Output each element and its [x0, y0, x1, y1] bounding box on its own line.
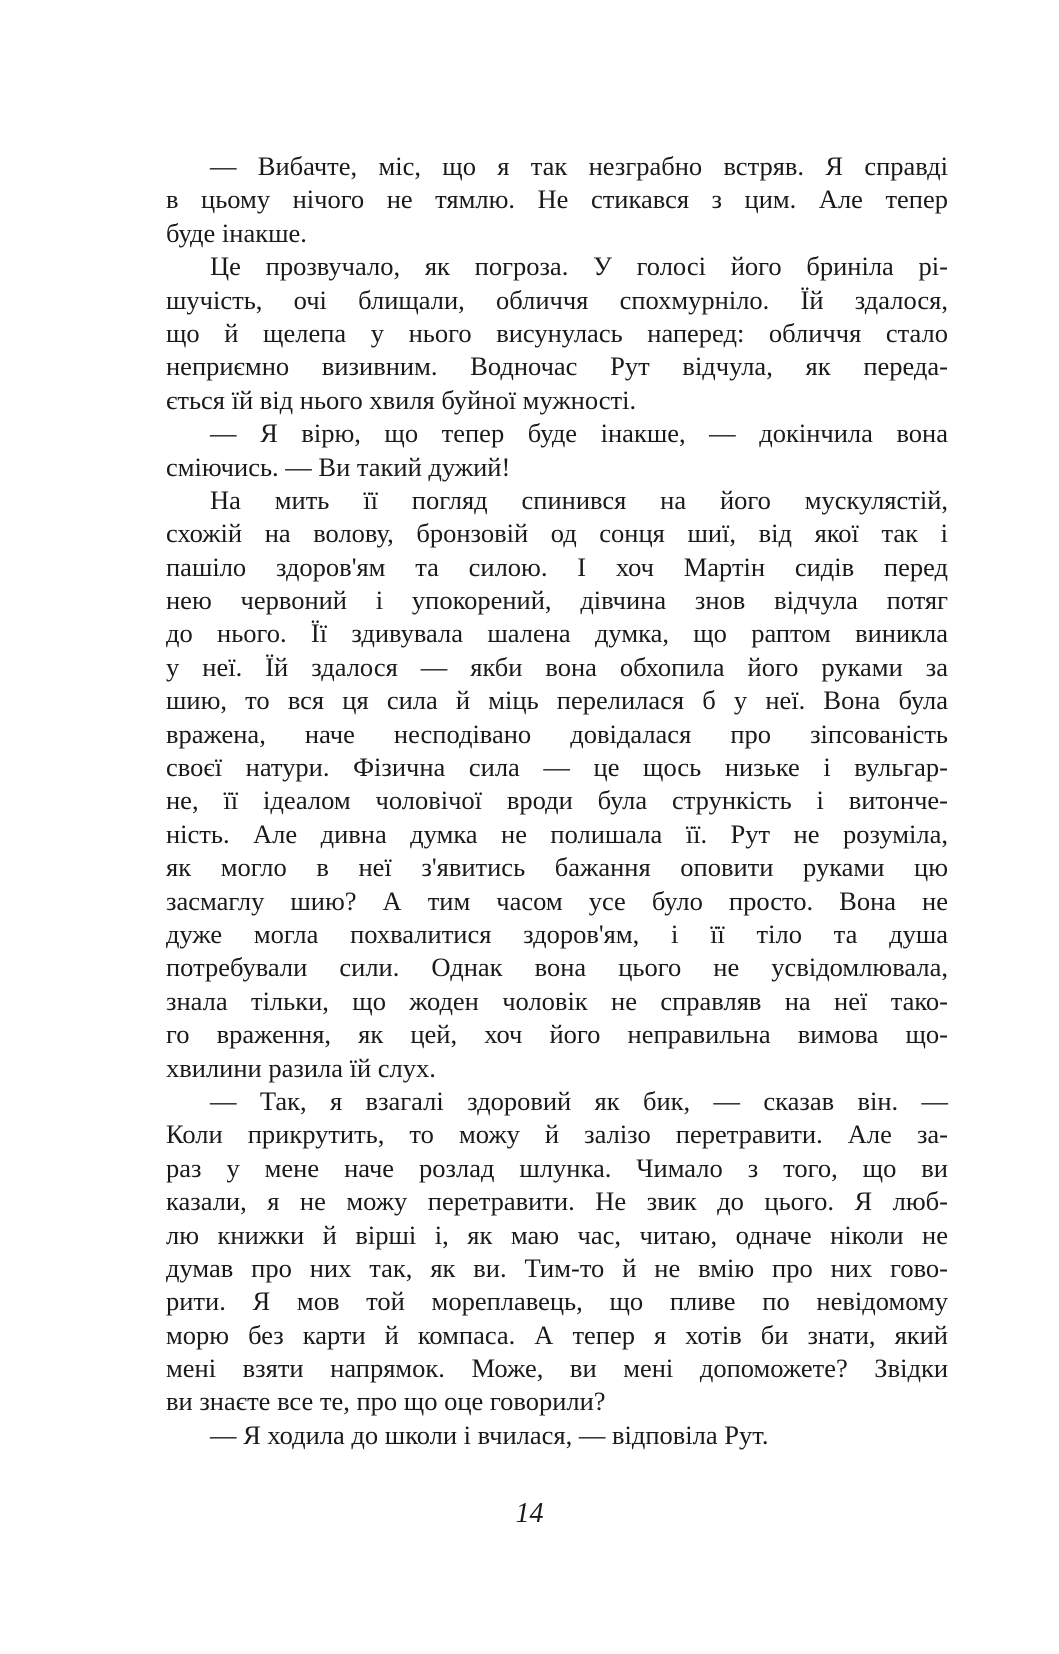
- text-line: дуже могла похвалитися здоров'ям, і її тіло та душа: [166, 918, 948, 949]
- text-line: своєї натури. Фізична сила — це щось низьке і вульгар-: [166, 752, 948, 783]
- text-line: хвилини разила їй слух.: [166, 1052, 436, 1083]
- text-line: шучість, очі блищали, обличчя спохмурніло. Їй здалося,: [166, 284, 948, 315]
- text-line: думав про них так, як ви. Тим-то й не вмію про них гово-: [166, 1252, 948, 1283]
- text-line: — Так, я взагалі здоровий як бик, — сказав він. —: [210, 1085, 948, 1116]
- text-line: у неї. Їй здалося — якби вона обхопила його руками за: [166, 651, 948, 682]
- page-number: 14: [515, 1498, 544, 1529]
- text-line: ви знаєте все те, про що оце говорили?: [166, 1386, 606, 1417]
- text-line: пашіло здоров'ям та силою. І хоч Мартін сидів перед: [166, 551, 948, 582]
- text-line: — Вибачте, міс, що я так незграбно встряв. Я справді: [210, 151, 948, 181]
- paragraph: [166, 484, 948, 1085]
- text-line: — Я ходила до школи і вчилася, — відповіла Рут.: [210, 1419, 769, 1450]
- text-line: морю без карти й компаса. А тепер я хотів би знати, який: [166, 1319, 948, 1350]
- text-line: шию, то вся ця сила й міць перелилася б у неї. Вона була: [166, 685, 948, 716]
- text-line: нею червоний і упокорений, дівчина знов відчула потяг: [166, 585, 948, 616]
- text-line: неприємно визивним. Водночас Рут відчула, як переда-: [166, 351, 948, 382]
- text-line: Коли прикрутить, то можу й залізо перетравити. Але за-: [166, 1119, 948, 1150]
- text-line: схожій на волову, бронзовій од сонця шиї, від якої так і: [166, 518, 948, 549]
- text-line: потребували сили. Однак вона цього не усвідомлювала,: [166, 952, 948, 983]
- text-line: не, її ідеалом чоловічої вроди була стрункість і витонче-: [166, 785, 948, 816]
- text-line: Це прозвучало, як погроза. У голосі його бриніла рі-: [210, 251, 948, 282]
- text-line: що й щелепа у нього висунулась наперед: обличчя стало: [166, 317, 948, 348]
- paragraph: [166, 250, 948, 417]
- page-body: [166, 150, 948, 1452]
- text-line: го враження, як цей, хоч його неправильна вимова що-: [166, 1019, 948, 1050]
- text-line: засмаглу шию? А тим часом усе було просто. Вона не: [166, 885, 948, 916]
- text-line: На мить її погляд спинився на його мускулястій,: [210, 484, 948, 515]
- text-line: як могло в неї з'явитись бажання оповити руками цю: [166, 852, 948, 883]
- text-line: казали, я не можу перетравити. Не звик до цього. Я люб-: [166, 1186, 948, 1217]
- text-line: лю книжки й вірші і, як маю час, читаю, одначе ніколи не: [166, 1219, 948, 1250]
- paragraph: [166, 1085, 948, 1419]
- text-line: буде інакше.: [166, 217, 307, 248]
- text-line: в цьому нічого не тямлю. Не стикався з цим. Але тепер: [166, 184, 948, 215]
- text-line: мені взяти напрямок. Може, ви мені допоможете? Звідки: [166, 1353, 948, 1384]
- text-line: сміючись. — Ви такий дужий!: [166, 451, 511, 482]
- text-line: ність. Але дивна думка не полишала її. Рут не розуміла,: [166, 818, 948, 849]
- text-line: — Я вірю, що тепер буде інакше, — докінчила вона: [210, 418, 948, 449]
- text-line: вражена, наче несподівано довідалася про зіпсованість: [166, 718, 948, 749]
- paragraph: [166, 1419, 948, 1452]
- paragraph: [166, 417, 948, 484]
- text-line: знала тільки, що жоден чоловік не справляв на неї тако-: [166, 985, 948, 1016]
- text-line: раз у мене наче розлад шлунка. Чимало з того, що ви: [166, 1152, 948, 1183]
- text-line: ється їй від нього хвиля буйної мужності.: [166, 384, 637, 415]
- text-line: до нього. Її здивувала шалена думка, що раптом виникла: [166, 618, 948, 649]
- paragraph: [166, 150, 948, 250]
- text-line: рити. Я мов той мореплавець, що пливе по невідомому: [166, 1286, 948, 1317]
